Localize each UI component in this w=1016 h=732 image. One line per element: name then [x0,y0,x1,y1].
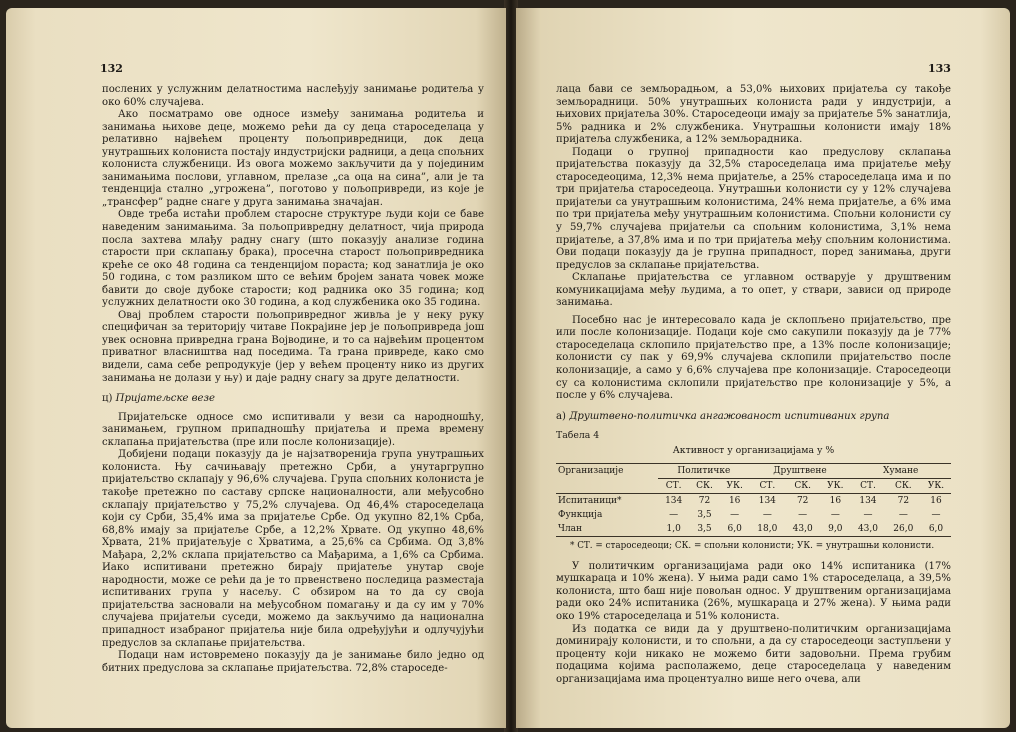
subcol-header: СК. [689,479,719,494]
row-label: Члан [556,522,658,537]
activity-table [556,463,951,537]
subcol-header: УК. [720,479,750,494]
row-label: Функција [558,510,603,521]
page-number: 132 [100,62,123,75]
subcol-header: СТ. [750,479,785,494]
table-row [556,494,951,509]
table-caption: Табела 4 [556,430,600,442]
table-cell: 6,0 [720,522,750,537]
paragraph: лаца бави се земљорадњом, а 53,0% њихових пријатеља су такође земљорадници. 50% унутрашњих колониста ради у индустрији, а њихових пријатеља 30%. Староседеоци имају за пријатеље 5% занатлија, 5% радника и 2% службеника. Унутрашњи колонисти имају 18% пријатеља службеника, а 12% земљорадника. [556,84,951,146]
table-cell: — [730,510,740,521]
table-cell: 6,0 [921,522,951,537]
table-cell: 43,0 [785,522,820,537]
left-page-text [102,84,484,675]
table-cell: 134 [665,496,683,507]
paragraph: Овај проблем старости пољопривредног живља је у неку руку специфичан за територију читаве Покрајине јер је пољопривреда још увек основна привредна грана Војводине, и то са највећим процентом приватног власништва над поседима. Та грана привреде, како смо видели, сама себе репродукује (јер у већем проценту нико из других занимања не долази у њу) и даје радну снагу за друге делатности. [102,309,484,384]
right-page-text [556,84,951,686]
page-number: 133 [928,62,951,75]
table-cell: — [898,510,908,521]
paragraph: Пријатељске односе смо испитивали у вези са народношћу, занимањем, групном припадношћу пријатеља и према времену склапања пријатељства (пре или после колонизације). [102,411,484,448]
section-heading [556,411,951,424]
table-row [556,522,951,537]
table-cell: 134 [758,496,776,507]
subcol-header: СК. [886,479,921,494]
table-cell: 16 [728,496,741,507]
left-page [6,8,506,728]
table-cell: 3,5 [689,522,719,537]
table-cell: — [863,510,873,521]
group-header: Друштвене [750,464,851,479]
paragraph: Ако посматрамо ове односе између занимања родитеља и занимања њихове деце, можемо рећи да су деца староседелаца у релативно највећем проценту пољопривредници, док деца унутрашњих колониста постају индустријски радници, а деца спољних колониста службеници. Из овога можемо закључити да у појединим занимањима послови, углавном, прелазе „са оца на сина”, али је та тенденција стално „угрожена”, поготово у пољопривреди, из које је „трансфер” радне снаге у друга занимања значајан. [102,109,484,208]
subcol-header: СТ. [658,479,689,494]
table-cell: 72 [796,496,809,507]
group-header: Политичке [658,464,750,479]
row-label: Испитаници* [558,496,622,507]
paragraph: послених у услужним делатностима наслеђују занимање родитеља у око 60% случајева. [102,84,484,108]
table-cell: 3,5 [697,510,712,521]
table-cell: 16 [829,496,842,507]
table-cell: 1,0 [658,522,689,537]
section-label: а) [556,410,566,422]
table-cell: — [762,510,772,521]
subcol-header: УК. [820,479,850,494]
table-cell: — [669,510,679,521]
table-footnote: * СТ. = староседеоци; СК. = спољни колонисти; УК. = унутрашњи колонисти. [570,541,935,552]
section-heading [102,393,484,406]
subcol-header: УК. [921,479,951,494]
table-cell: 72 [897,496,910,507]
paragraph: Посебно нас је интересовало када је склопљено пријатељство, пре или после колонизације. Подаци које смо сакупили показују да је 77% староседелаца склопило пријатељство пре, а 13% после колонизације; колонисти су пак у 69,9% случајева склопили пријатељство после колонизације, а само у 6,6% случајева пре колонизације. Староседеоци су са колонистима склопили пријатељство пре колонизације у 5%, а после у 6% случајева. [556,314,951,402]
paragraph: Склапање пријатељства се углавном остварује у друштвеним комуникацијама међу људима, а то опет, у ствари, зависи од природе занимања. [556,272,951,309]
subcol-header: СТ. [850,479,885,494]
table-header-row [556,464,951,479]
table-cell: 134 [859,496,877,507]
paragraph: Из податка се види да у друштвено-политичким организацијама доминирају колонисти, и то спољни, а да су староседеоци заступљени у проценту који никако не можемо бити задовољни. Према грубим подацима којима располажемо, деце староседелаца у наведеним организацијама има процентуално више него очева, али [556,623,951,685]
table-row [556,508,951,522]
section-title: Друштвено-политичка ангажованост испитиваних група [569,410,890,422]
table-cell: — [931,510,941,521]
table-cell: 16 [930,496,942,507]
table-cell: 18,0 [750,522,785,537]
paragraph: Подаци о групној припадности као предуслову склапања пријатељства показују да 32,5% староседелаца има пријатеље међу староседеоцима, 12,3% нема пријатеље, а 25% староседелаца има и по три пријатеља староседеоца. Унутрашњи колонисти су у 12% случајева пријатељи са унутрашњим колонистима, 24% нема пријатеље, а 6% има по три пријатеља међу унутрашњим колонистима. Спољни колонисти су у 59,7% случајева пријатељи са спољним колонистима, 3,1% нема пријатеље, а 37,8% има и по три пријатеља међу спољним колонистима. Ови подаци показују да је групна припадност, поред занимања, други предуслов за склапање пријатељства. [556,146,951,271]
row-header: Организације [556,464,658,494]
subcol-header: СК. [785,479,820,494]
group-header: Хумане [850,464,951,479]
paragraph: Добијени подаци показују да је најзатворенија група унутрашњих колониста. Њу сачињавају претежно Срби, а унутаргрупно пријатељство склапају у 96,6% случајева. Група спољних колониста је такође претежно по саставу српске националности, али међусобно склапају пријатељство у 75,2% случајева. Од 46,4% староседелаца који су Срби, 35,4% има за пријатеље Србе. Од укупно 82,1% Срба, 68,8% имају за пријатеље Србе, а 12,2% Хрвате. Од укупно 48,6% Хрвата, 21% пријатељује с Хрватима, а 25,6% са Србима. Од 3,8% Мађара, 2,2% склапа пријатељство са Мађарима, а 1,6% са Србима. Иако испитивани претежно бирају пријатеље унутар своје народности, може се рећи да је то првенствено последица разместаја испитиваних група у насељу. С обзиром на то да су своја пријатељства засновали на међусобном помагању и да су им у 70% случајева пријатељи суседи, можемо да закључимо да национална припадност изабраног пријатеља није била одређујући и одлучујући предуслов за склапање пријатељства. [102,449,484,649]
paragraph: Подаци нам истовремено показују да је занимање било једно од битних предуслова за склапање пријатељства. 72,8% староседе- [102,650,484,674]
table-cell: 9,0 [820,522,850,537]
paragraph: У политичким организацијама ради око 14% испитаника (17% мушкараца и 10% жена). У њима ради само 1% староседелаца, а 39,5% колониста, што баш није повољан однос. У друштвеним организацијама ради око 24% испитаника (26%, мушкараца и 27% жена). У њима ради око 19% староседелаца и 51% колониста. [556,560,951,622]
paragraph: Овде треба истаћи проблем старосне структуре људи који се баве наведеним занимањима. За пољопривредну делатност, чија природа посла захтева млађу радну снагу (што показују анализе година старости при склапању брака), просечна старост пољопривредника креће се око 48 година са тенденцијом пораста; код занатлија је око 50 година, с том разликом што се већим бројем заната човек може бавити до своје дубоке старости; код радника око 35 година; код услужних делатности око 30 година, а код службеника око 35 година. [102,209,484,309]
table-title: Активност у организацијама у % [672,444,835,456]
table-cell: 26,0 [886,522,921,537]
table-cell: — [830,510,840,521]
table-cell: — [798,510,808,521]
section-title: Пријатељске везе [115,393,215,405]
table-cell: 72 [698,496,711,507]
table-cell: 43,0 [850,522,885,537]
right-page [516,8,1010,728]
section-label: ц) [102,393,113,405]
